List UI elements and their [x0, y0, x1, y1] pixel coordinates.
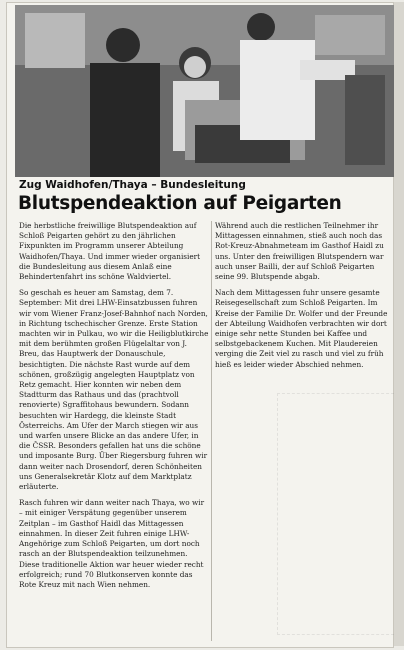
photo-blood-donation-scene [15, 5, 395, 177]
faint-backprint [277, 393, 399, 635]
page-edge [394, 2, 404, 646]
paragraph: Die herbstliche freiwillige Blutspendeaktion auf Schloß Peigarten gehört zu den jährlichen Fixpunkten im Programm unserer Abteilung Waidhofen/Thaya. Und immer wieder organisiert die Bundesleitung aus diesem Anlaß eine Behindertenfahrt ins schöne Waldviertel. [19, 221, 201, 282]
paragraph: Während auch die restlichen Teilnehmer ihr Mittagessen einnahmen, stieß auch noch das Rot-Kreuz-Abnahmeteam im Gasthof Haidl zu uns. Unter den freiwilligen Blutspendern war auch unser Bailli, der auf Schloß Peigarten seine 99. Blutspende abgab. [215, 221, 384, 282]
paragraph: So geschah es heuer am Samstag, dem 7. September: Mit drei LHW-Einsatzbussen fuhren wir vom Wiener Franz-Josef-Bahnhof nach Norden, in Richtung tschechischer Grenze. Erste Station machten wir in Pulkau, wo wir die Heiligblutkirche mit dem berühmten großen Flügelaltar von J. Breu, das Hauptwerk der Donauschule, besichtigten. Die nächste Rast wurde auf dem schönen, großzügig angelegten Hauptplatz von Retz gemacht. Hier konnten wir neben dem Stadtturm das Rathaus und das (prachtvoll renovierte) Sgraffitohaus bewundern. Sodann besuchten wir Hardegg, die kleinste Stadt Österreichs. Am Ufer der March stiegen wir aus und warfen unsere Blicke an das andere Ufer, in die ČSSR. Besonders gefallen hat uns die schöne und imposante Burg. Über Riegersburg fuhren wir dann weiter nach Drosendorf, deren Schönheiten uns Generalsekretär Klotz auf dem Marktplatz erläuterte. [19, 288, 209, 492]
article-kicker: Zug Waidhofen/Thaya – Bundesleitung [19, 179, 246, 191]
article-column-left [19, 221, 209, 596]
newspaper-clipping [6, 2, 394, 648]
column-divider [211, 221, 212, 641]
article-headline: Blutspendeaktion auf Peigarten [18, 193, 342, 214]
article-photo [15, 5, 395, 177]
article-column-right [215, 221, 391, 376]
paragraph: Rasch fuhren wir dann weiter nach Thaya, wo wir – mit einiger Verspätung gegenüber unserem Zeitplan – im Gasthof Haidl das Mittagessen einnahmen. In dieser Zeit fuhren einige LHW-Angehörige zum Schloß Peigarten, um dort noch rasch an der Blutspendeaktion teilzunehmen. Diese traditionelle Aktion war heuer wieder recht erfolgreich; rund 70 Blutkonserven konnte das Rote Kreuz mit nach Wien nehmen. [19, 498, 205, 589]
paragraph: Nach dem Mittagessen fuhr unsere gesamte Reisegesellschaft zum Schloß Peigarten. Im Kreise der Familie Dr. Wolfer und der Freunde der Abteilung Waidhofen verbrachten wir dort einige sehr nette Stunden bei Kaffee und selbstgebackenem Kuchen. Mit Plaudereien verging die Zeit viel zu rasch und viel zu früh hieß es leider wieder Abschied nehmen. [215, 288, 388, 369]
